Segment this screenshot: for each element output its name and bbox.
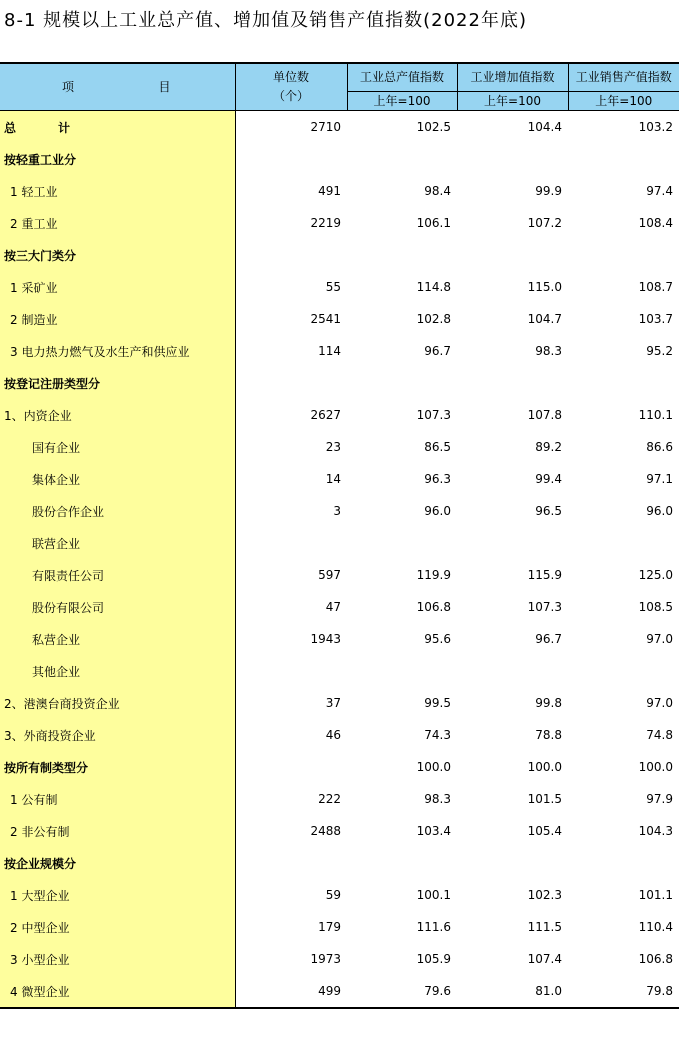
cell-sales-output: 104.3 [638, 824, 673, 838]
table-row [0, 655, 679, 687]
cell-value-added [457, 527, 568, 559]
cell-gross-output: 100.1 [416, 888, 451, 902]
row-label: 2 非公有制 [0, 815, 235, 847]
header-project-b: 目 [158, 79, 171, 94]
cell-gross-output: 100.0 [416, 760, 451, 774]
row-label: 1、内资企业 [0, 399, 235, 431]
row-label: 3 小型企业 [0, 943, 235, 975]
cell-units: 14 [325, 472, 341, 486]
table-row [0, 719, 679, 751]
row-label: 股份有限公司 [0, 591, 235, 623]
cell-value-added: 81.0 [457, 975, 568, 1008]
row-label: 按三大门类分 [0, 239, 235, 271]
table-row [0, 815, 679, 847]
cell-value-added: 102.3 [527, 888, 562, 902]
cell-sales-output: 74.8 [646, 728, 673, 742]
cell-sales-output: 96.0 [646, 504, 673, 518]
table-row [0, 175, 679, 207]
header-sales-output-base: 上年=100 [595, 94, 653, 108]
row-label: 联营企业 [0, 527, 235, 559]
cell-units [235, 655, 347, 687]
header-sales-output-title: 工业销售产值指数 [569, 64, 679, 92]
cell-sales-output [568, 655, 679, 687]
table-row-total [0, 111, 679, 144]
cell-sales-output [568, 239, 679, 271]
cell-sales-output: 108.4 [638, 216, 673, 230]
statistics-table [0, 62, 679, 1009]
cell-units: 2627 [310, 408, 341, 422]
cell-gross-output: 106.8 [416, 600, 451, 614]
cell-value-added: 98.3 [535, 344, 562, 358]
cell-sales-output: 125.0 [638, 568, 673, 582]
header-gross-output-title: 工业总产值指数 [348, 64, 457, 92]
cell-sales-output [568, 367, 679, 399]
cell-gross-output: 119.9 [416, 568, 451, 582]
table-row [0, 399, 679, 431]
cell-gross-output: 98.4 [424, 184, 451, 198]
cell-units: 2541 [310, 312, 341, 326]
cell-units: 2488 [310, 824, 341, 838]
cell-units [235, 239, 347, 271]
header-sales-output [568, 63, 679, 111]
cell-units: 46 [325, 728, 341, 742]
cell-value-added: 104.4 [527, 120, 562, 134]
table-row [0, 463, 679, 495]
cell-gross-output: 105.9 [416, 952, 451, 966]
cell-units [235, 751, 347, 783]
row-label: 2 制造业 [0, 303, 235, 335]
row-label: 3 电力热力燃气及水生产和供应业 [0, 335, 235, 367]
cell-value-added: 107.8 [527, 408, 562, 422]
cell-value-added: 99.4 [535, 472, 562, 486]
table-row [0, 911, 679, 943]
table-row [0, 431, 679, 463]
row-label: 有限责任公司 [0, 559, 235, 591]
cell-value-added: 96.7 [535, 632, 562, 646]
cell-gross-output [347, 527, 457, 559]
cell-value-added [457, 655, 568, 687]
cell-sales-output: 79.8 [568, 975, 679, 1008]
row-label: 按轻重工业分 [0, 143, 235, 175]
cell-gross-output: 102.8 [416, 312, 451, 326]
table-row [0, 591, 679, 623]
row-label [0, 111, 235, 144]
table-row [0, 271, 679, 303]
cell-gross-output: 96.0 [424, 504, 451, 518]
table-row [0, 879, 679, 911]
cell-sales-output: 110.1 [638, 408, 673, 422]
cell-gross-output: 95.6 [424, 632, 451, 646]
cell-value-added [457, 847, 568, 879]
cell-gross-output: 96.7 [424, 344, 451, 358]
row-label: 2、港澳台商投资企业 [0, 687, 235, 719]
cell-units [235, 367, 347, 399]
cell-units: 1943 [310, 632, 341, 646]
cell-gross-output: 99.5 [424, 696, 451, 710]
table-row [0, 239, 679, 271]
cell-units: 1973 [310, 952, 341, 966]
cell-sales-output: 97.0 [646, 632, 673, 646]
row-label: 集体企业 [0, 463, 235, 495]
cell-value-added [457, 367, 568, 399]
header-value-added [457, 63, 568, 111]
cell-sales-output: 103.7 [638, 312, 673, 326]
cell-sales-output [568, 847, 679, 879]
cell-value-added: 99.9 [535, 184, 562, 198]
table-row [0, 367, 679, 399]
row-label: 2 中型企业 [0, 911, 235, 943]
row-label: 按企业规模分 [0, 847, 235, 879]
row-label: 其他企业 [0, 655, 235, 687]
table-row [0, 143, 679, 175]
cell-sales-output: 101.1 [638, 888, 673, 902]
table-header [0, 63, 679, 111]
cell-units: 23 [325, 440, 341, 454]
cell-value-added: 78.8 [535, 728, 562, 742]
cell-gross-output: 86.5 [424, 440, 451, 454]
cell-value-added: 101.5 [527, 792, 562, 806]
row-label: 股份合作企业 [0, 495, 235, 527]
cell-sales-output: 97.9 [646, 792, 673, 806]
row-label: 4 微型企业 [0, 975, 235, 1008]
cell-gross-output: 96.3 [424, 472, 451, 486]
table-row [0, 623, 679, 655]
table-row [0, 495, 679, 527]
header-units-line1: 单位数 [272, 70, 309, 84]
cell-value-added: 100.0 [527, 760, 562, 774]
cell-units: 597 [318, 568, 341, 582]
table-row [0, 751, 679, 783]
row-label: 私营企业 [0, 623, 235, 655]
cell-value-added: 107.3 [527, 600, 562, 614]
header-gross-output [347, 63, 457, 111]
cell-units: 499 [235, 975, 347, 1008]
cell-sales-output: 95.2 [646, 344, 673, 358]
table-row [0, 783, 679, 815]
cell-units: 37 [325, 696, 341, 710]
cell-gross-output: 103.4 [416, 824, 451, 838]
cell-value-added: 115.9 [527, 568, 562, 582]
cell-units: 3 [333, 504, 341, 518]
table-row [0, 847, 679, 879]
cell-sales-output: 86.6 [646, 440, 673, 454]
row-label: 按登记注册类型分 [0, 367, 235, 399]
cell-value-added [457, 239, 568, 271]
cell-gross-output [347, 847, 457, 879]
cell-units: 179 [318, 920, 341, 934]
cell-value-added: 104.7 [527, 312, 562, 326]
cell-units [235, 847, 347, 879]
page-title: 8-1 规模以上工业总产值、增加值及销售产值指数(2022年底) [4, 10, 527, 31]
header-value-added-base: 上年=100 [484, 94, 541, 108]
table-row [0, 559, 679, 591]
cell-sales-output: 103.2 [638, 120, 673, 134]
cell-units: 55 [325, 280, 341, 294]
cell-sales-output [568, 527, 679, 559]
cell-units [235, 527, 347, 559]
cell-sales-output: 97.4 [646, 184, 673, 198]
cell-gross-output: 79.6 [347, 975, 457, 1008]
cell-value-added [457, 143, 568, 175]
cell-gross-output: 111.6 [416, 920, 451, 934]
cell-units: 222 [318, 792, 341, 806]
cell-units: 2710 [310, 120, 341, 134]
cell-value-added: 96.5 [535, 504, 562, 518]
cell-value-added: 89.2 [535, 440, 562, 454]
cell-gross-output [347, 143, 457, 175]
cell-value-added: 107.4 [527, 952, 562, 966]
table-body [0, 111, 679, 1009]
cell-sales-output: 100.0 [638, 760, 673, 774]
table-row [0, 207, 679, 239]
cell-gross-output [347, 239, 457, 271]
row-label: 2 重工业 [0, 207, 235, 239]
table-row [0, 975, 679, 1008]
header-units [235, 63, 347, 111]
header-project [0, 63, 235, 111]
cell-value-added: 105.4 [527, 824, 562, 838]
header-gross-output-base: 上年=100 [373, 94, 431, 108]
cell-value-added: 115.0 [527, 280, 562, 294]
total-label-a: 总 [4, 120, 17, 135]
cell-value-added: 99.8 [535, 696, 562, 710]
row-label: 3、外商投资企业 [0, 719, 235, 751]
cell-gross-output: 107.3 [416, 408, 451, 422]
cell-gross-output [347, 655, 457, 687]
cell-sales-output: 110.4 [638, 920, 673, 934]
table-row [0, 335, 679, 367]
row-label: 国有企业 [0, 431, 235, 463]
cell-value-added: 111.5 [527, 920, 562, 934]
cell-gross-output: 74.3 [424, 728, 451, 742]
row-label: 1 采矿业 [0, 271, 235, 303]
cell-sales-output: 106.8 [638, 952, 673, 966]
cell-gross-output: 102.5 [416, 120, 451, 134]
row-label: 1 轻工业 [0, 175, 235, 207]
row-label: 按所有制类型分 [0, 751, 235, 783]
header-value-added-title: 工业增加值指数 [458, 64, 568, 92]
cell-sales-output: 97.1 [646, 472, 673, 486]
cell-units: 114 [318, 344, 341, 358]
table-row [0, 687, 679, 719]
cell-gross-output: 106.1 [416, 216, 451, 230]
table-row [0, 303, 679, 335]
cell-sales-output: 108.5 [638, 600, 673, 614]
cell-units: 491 [318, 184, 341, 198]
cell-units: 59 [325, 888, 341, 902]
cell-units: 47 [325, 600, 341, 614]
cell-value-added: 107.2 [527, 216, 562, 230]
cell-units: 2219 [310, 216, 341, 230]
row-label: 1 大型企业 [0, 879, 235, 911]
row-label: 1 公有制 [0, 783, 235, 815]
cell-sales-output: 108.7 [638, 280, 673, 294]
cell-gross-output [347, 367, 457, 399]
cell-sales-output: 97.0 [646, 696, 673, 710]
header-units-line2: （个） [272, 89, 309, 103]
table-row [0, 527, 679, 559]
cell-units [235, 143, 347, 175]
cell-gross-output: 98.3 [424, 792, 451, 806]
cell-sales-output [568, 143, 679, 175]
total-label-b: 计 [57, 120, 70, 135]
table-row [0, 943, 679, 975]
cell-gross-output: 114.8 [416, 280, 451, 294]
header-project-a: 项 [62, 79, 75, 94]
